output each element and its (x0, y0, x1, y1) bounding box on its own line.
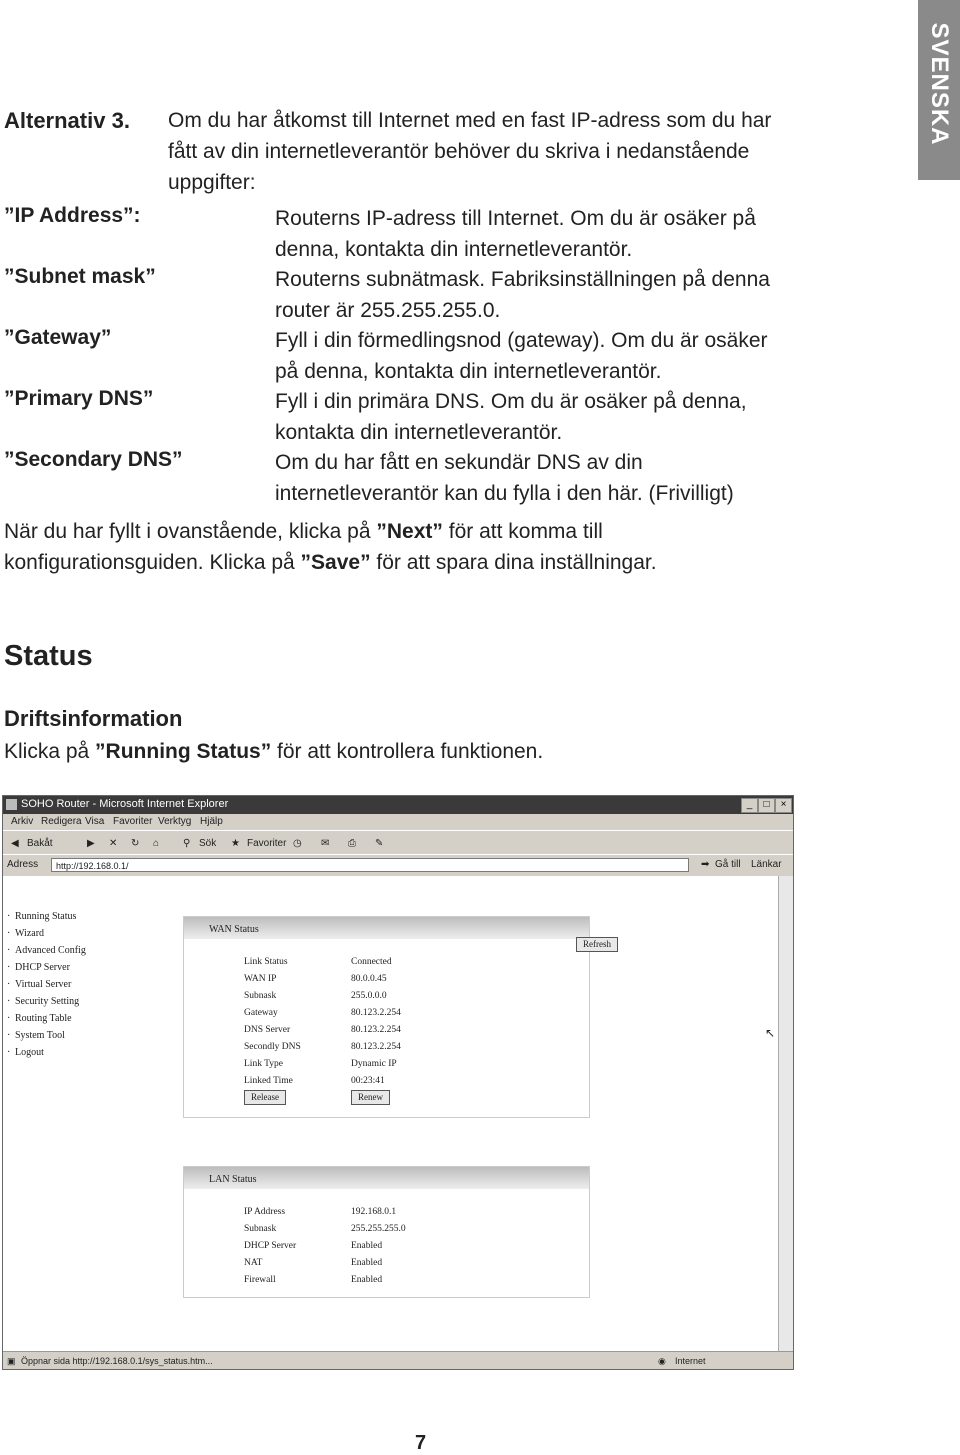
nav-item-dhcp-server[interactable]: · DHCP Server (15, 959, 86, 976)
print-icon[interactable]: ⎙ (348, 838, 356, 849)
lan-value: 192.168.0.1 (351, 1207, 397, 1217)
wan-value: 255.0.0.0 (351, 991, 387, 1001)
zone-text: Internet (675, 1356, 706, 1366)
wan-status-panel (183, 916, 611, 1118)
globe-icon: ◉ (658, 1356, 666, 1366)
address-bar (3, 854, 793, 875)
menu-item[interactable]: Verktyg (158, 816, 192, 827)
lan-key: NAT (244, 1258, 263, 1268)
menu-item[interactable]: Visa (85, 816, 105, 827)
address-input[interactable]: http://192.168.0.1/ (51, 858, 689, 872)
forward-arrow-icon[interactable]: ▶ (87, 838, 95, 849)
field-desc-gateway-1: Fyll i din förmedlingsnod (gateway). Om du är osäker (275, 329, 768, 352)
mouse-cursor-icon: ↖ (765, 1026, 776, 1040)
maximize-icon[interactable]: □ (758, 798, 775, 813)
after-line-1 (4, 516, 603, 547)
save-term: ”Save” (300, 551, 371, 574)
nav-item-system-tool[interactable]: · System Tool (15, 1027, 86, 1044)
home-icon[interactable]: ⌂ (153, 838, 160, 849)
refresh-icon[interactable]: ↻ (131, 838, 140, 849)
field-term-subnet: ”Subnet mask” (4, 265, 156, 288)
field-desc-primary-dns-1: Fyll i din primära DNS. Om du är osäker på denna, (275, 390, 747, 413)
links-button[interactable]: Länkar (751, 859, 782, 870)
after-text: När du har fyllt i ovanstående, klicka på (4, 520, 377, 543)
stop-icon[interactable]: ✕ (109, 838, 118, 849)
wan-key: Linked Time (244, 1076, 293, 1086)
browser-titlebar (3, 796, 793, 814)
lan-key: Firewall (244, 1275, 276, 1285)
page-icon: ▣ (7, 1356, 16, 1366)
language-tab (918, 0, 960, 180)
wan-value: 80.123.2.254 (351, 1042, 401, 1052)
intro-line-2: fått av din internetleverantör behöver du skriva i nedanstående (168, 140, 750, 163)
wan-value: 00:23:41 (351, 1076, 385, 1086)
alternative-label: Alternativ 3. (4, 108, 130, 133)
browser-title: SOHO Router - Microsoft Internet Explorer (21, 798, 229, 810)
page-number: 7 (415, 1432, 427, 1454)
wan-key: Link Status (244, 957, 288, 967)
intro-line-3: uppgifter: (168, 171, 256, 194)
release-button[interactable]: Release (244, 1090, 286, 1105)
status-heading: Status (4, 640, 93, 672)
ie-icon (6, 799, 17, 810)
go-button[interactable]: Gå till (715, 859, 741, 870)
field-desc-ip-1: Routerns IP-adress till Internet. Om du är osäker på (275, 207, 756, 230)
field-term-secondary-dns: ”Secondary DNS” (4, 448, 183, 471)
wan-status-title: WAN Status (209, 924, 259, 935)
drift-text (4, 736, 543, 767)
language-tab-label: SVENSKA (926, 22, 953, 146)
search-button[interactable]: Sök (199, 838, 217, 849)
intro-line-1: Om du har åtkomst till Internet med en fast IP-adress som du har (168, 109, 772, 132)
go-arrow-icon[interactable]: ➡ (701, 859, 710, 870)
back-arrow-icon[interactable]: ◀ (11, 838, 19, 849)
renew-button[interactable]: Renew (351, 1090, 390, 1105)
toolbar (3, 830, 793, 855)
menu-bar (3, 814, 793, 830)
running-status-term: ”Running Status” (95, 740, 272, 763)
wan-status-header (184, 917, 589, 939)
nav-item-security-setting[interactable]: · Security Setting (15, 993, 86, 1010)
nav-item-wizard[interactable]: · Wizard (15, 925, 86, 942)
wan-value: 80.123.2.254 (351, 1008, 401, 1018)
field-term-gateway: ”Gateway” (4, 326, 112, 349)
refresh-button[interactable]: Refresh (576, 937, 618, 952)
wan-value: 80.123.2.254 (351, 1025, 401, 1035)
wan-key: Secondly DNS (244, 1042, 301, 1052)
nav-item-running-status[interactable]: · Running Status (15, 908, 86, 925)
nav-item-advanced-config[interactable]: · Advanced Config (15, 942, 86, 959)
lan-value: Enabled (351, 1241, 383, 1251)
lan-value: 255.255.255.0 (351, 1224, 406, 1234)
field-desc-gateway-2: på denna, kontakta din internetleverantör. (275, 360, 662, 383)
lan-value: Enabled (351, 1275, 383, 1285)
drift-text-c: för att kontrollera funktionen. (271, 740, 544, 763)
lan-value: Enabled (351, 1258, 383, 1268)
field-desc-ip-2: denna, kontakta din internetleverantör. (275, 238, 633, 261)
menu-item[interactable]: Redigera (41, 816, 82, 827)
drift-heading: Driftsinformation (4, 706, 183, 731)
wan-key: Subnask (244, 991, 277, 1001)
wan-value: Connected (351, 957, 392, 967)
lan-status-panel (183, 1166, 590, 1298)
field-desc-primary-dns-2: kontakta din internetleverantör. (275, 421, 563, 444)
field-desc-subnet-2: router är 255.255.255.0. (275, 299, 501, 322)
mail-icon[interactable]: ✉ (321, 838, 330, 849)
wan-key: DNS Server (244, 1025, 291, 1035)
nav-item-logout[interactable]: · Logout (15, 1044, 86, 1061)
lan-key: IP Address (244, 1207, 286, 1217)
field-term-ip: ”IP Address”: (4, 204, 141, 227)
edit-icon[interactable]: ✎ (375, 838, 384, 849)
status-bar (3, 1351, 793, 1370)
after-text: konfigurationsguiden. Klicka på (4, 551, 301, 574)
lan-key: Subnask (244, 1224, 277, 1234)
menu-item[interactable]: Arkiv (11, 816, 34, 827)
lan-status-title: LAN Status (209, 1174, 257, 1185)
menu-item[interactable]: Hjälp (200, 816, 223, 827)
page-content (3, 876, 778, 1351)
wan-value: 80.0.0.45 (351, 974, 387, 984)
favorites-icon[interactable]: ★ (231, 838, 240, 849)
address-label: Adress (7, 859, 39, 870)
after-text: för att spara dina inställningar. (370, 551, 657, 574)
router-nav (15, 908, 86, 1061)
after-text: för att komma till (442, 520, 603, 543)
close-icon[interactable]: × (775, 798, 792, 813)
search-icon[interactable]: ⚲ (183, 838, 191, 849)
field-desc-secondary-dns-1: Om du har fått en sekundär DNS av din (275, 451, 643, 474)
nav-item-routing-table[interactable]: · Routing Table (15, 1010, 86, 1027)
drift-text-a: Klicka på (4, 740, 96, 763)
lan-status-header (184, 1167, 589, 1189)
back-button[interactable]: Bakåt (27, 838, 53, 849)
wan-key: Gateway (244, 1008, 278, 1018)
field-desc-subnet-1: Routerns subnätmask. Fabriksinställningen på denna (275, 268, 770, 291)
vertical-scrollbar[interactable] (778, 876, 794, 1351)
status-text: Öppnar sida http://192.168.0.1/sys_status.htm... (21, 1356, 213, 1366)
favorites-button[interactable]: Favoriter (247, 838, 287, 849)
field-term-primary-dns: ”Primary DNS” (4, 387, 154, 410)
field-desc-secondary-dns-2: internetleverantör kan du fylla i den här. (Frivilligt) (275, 482, 734, 505)
browser-screenshot (2, 795, 794, 1370)
minimize-icon[interactable]: _ (741, 798, 758, 813)
wan-value: Dynamic IP (351, 1059, 397, 1069)
wan-key: Link Type (244, 1059, 284, 1069)
after-line-2 (4, 547, 657, 578)
menu-item[interactable]: Favoriter (113, 816, 153, 827)
wan-key: WAN IP (244, 974, 277, 984)
history-icon[interactable]: ◷ (293, 838, 302, 849)
next-term: ”Next” (376, 520, 443, 543)
lan-key: DHCP Server (244, 1241, 297, 1251)
nav-item-virtual-server[interactable]: · Virtual Server (15, 976, 86, 993)
